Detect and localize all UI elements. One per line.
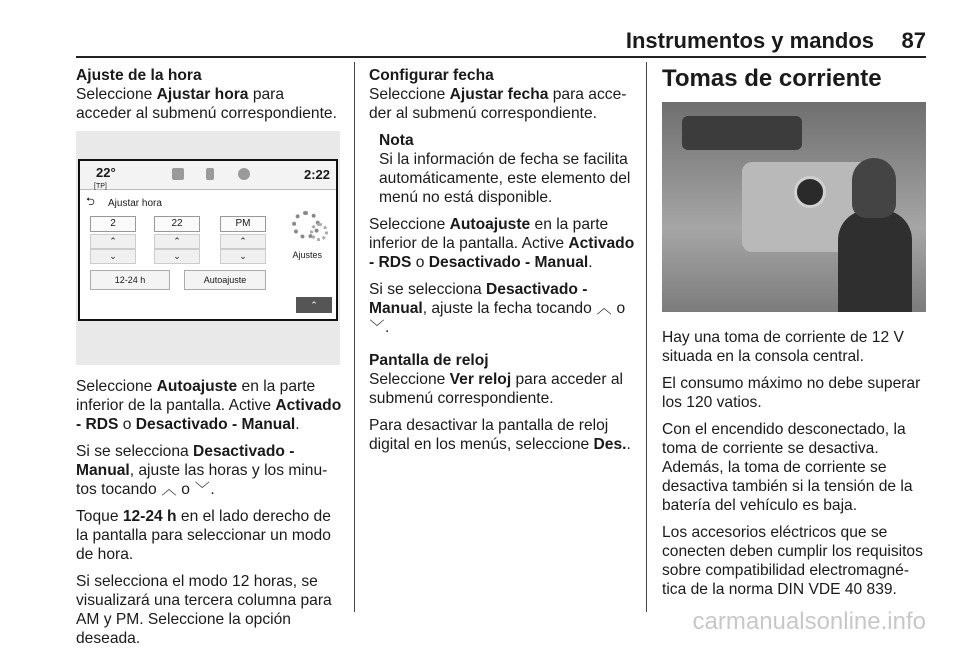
paragraph-consumo: El consumo máximo no debe superar los 120 vatios. xyxy=(662,375,921,411)
paragraph-ver-reloj: Seleccione Ver reloj para acceder al submenú correspondiente. xyxy=(369,371,623,407)
chevron-up-icon: ︿ xyxy=(161,481,177,498)
hour-field: 2 xyxy=(90,216,136,232)
control-panel-shape xyxy=(682,116,802,150)
section-heading-reloj: Pantalla de reloj xyxy=(369,352,489,369)
minute-down-icon: ⌄ xyxy=(154,249,200,264)
paragraph-accesorios: Los accesorios eléctricos que se conecten deben cumplir los requisitos sobre compatibilidad electromagné- tica de la norma DIN VDE 40 839. xyxy=(662,524,923,598)
chevron-up-icon: ︿ xyxy=(596,300,612,317)
back-arrow-icon: ⮌ xyxy=(86,196,95,208)
paragraph-encendido: Con el encendido desconectado, la toma de corriente se desactiva. Además, la toma de corriente se desactiva también si la tensión de la batería del vehículo es baja. xyxy=(662,421,913,514)
paragraph-autoajuste-hora: Seleccione Autoajuste en la parte inferior de la pantalla. Active Activado - RDS o Desactivado - Manual. xyxy=(76,378,342,433)
column-1 xyxy=(76,66,342,656)
paragraph-12h-mode: Si selecciona el modo 12 horas, se visualizará una tercera columna para AM y PM. Seleccione la opción deseada. xyxy=(76,573,332,647)
gear-knob-shape xyxy=(852,158,896,218)
column-divider-1 xyxy=(354,62,355,612)
paragraph-manual-fecha: Si se selecciona Desactivado - Manual, ajuste la fecha tocando ︿ o ﹀. xyxy=(369,281,626,336)
watermark: carmanualsonline.info xyxy=(692,608,926,635)
phone-icon xyxy=(172,168,184,180)
header-rule xyxy=(76,56,926,58)
minute-field: 22 xyxy=(154,216,200,232)
ampm-up-icon: ⌃ xyxy=(220,234,266,249)
paragraph-manual-hora: Si se selecciona Desactivado - Manual, ajuste las horas y los minu- tos tocando ︿ o ﹀. xyxy=(76,443,328,498)
btn-autoajuste: Autoajuste xyxy=(184,270,266,290)
ajustes-label: Ajustes xyxy=(292,250,322,260)
btn-12-24h: 12-24 h xyxy=(90,270,170,290)
ampm-down-icon: ⌄ xyxy=(220,249,266,264)
device-icon xyxy=(206,168,214,180)
column-divider-2 xyxy=(646,62,647,612)
power-outlet-photo xyxy=(662,102,926,312)
section-heading-tomas: Tomas de corriente xyxy=(662,65,882,92)
paragraph-intro-hora: Seleccione Ajustar hora para acceder al submenú correspondiente. xyxy=(76,86,337,122)
column-2 xyxy=(369,66,635,462)
screen-clock: 2:22 xyxy=(303,167,330,182)
screen-tp-indicator: [TP] xyxy=(94,183,107,190)
note-title: Nota xyxy=(379,132,414,149)
chevron-down-icon: ﹀ xyxy=(194,481,210,498)
screen-temperature: 22° xyxy=(96,165,116,180)
paragraph-intro-fecha: Seleccione Ajustar fecha para acce- der al submenú correspondiente. xyxy=(369,86,627,122)
note-block xyxy=(369,131,635,207)
globe-icon xyxy=(238,168,250,180)
expand-up-icon: ⌃ xyxy=(296,297,332,313)
note-text: Si la información de fecha se facilita automáticamente, este elemento del menú no está disponible. xyxy=(379,151,631,206)
screen-title: Ajustar hora xyxy=(108,198,162,209)
section-heading-fecha: Configurar fecha xyxy=(369,67,494,84)
gear-small-icon xyxy=(310,223,328,241)
running-header-title: Instrumentos y mandos xyxy=(625,28,874,53)
minute-up-icon: ⌃ xyxy=(154,234,200,249)
page-number: 87 xyxy=(901,28,926,53)
section-heading-hora: Ajuste de la hora xyxy=(76,67,202,84)
chevron-down-icon: ﹀ xyxy=(369,319,385,336)
column-3 xyxy=(662,64,928,607)
paragraph-toma-12v: Hay una toma de corriente de 12 V situada en la consola central. xyxy=(662,329,904,365)
paragraph-12-24h: Toque 12-24 h en el lado derecho de la pantalla para seleccionar un modo de hora. xyxy=(76,508,331,563)
paragraph-desactivar-reloj: Para desactivar la pantalla de reloj digital en los menús, seleccione Des.. xyxy=(369,417,631,453)
hour-up-icon: ⌃ xyxy=(90,234,136,249)
screen-title-row xyxy=(80,190,336,210)
ampm-field: PM xyxy=(220,216,266,232)
infotainment-screen xyxy=(78,159,338,321)
hour-down-icon: ⌄ xyxy=(90,249,136,264)
screen-status-bar xyxy=(80,161,336,190)
paragraph-autoajuste-fecha: Seleccione Autoajuste en la parte inferior de la pantalla. Active Activado - RDS o Desactivado - Manual. xyxy=(369,216,635,271)
power-socket-icon xyxy=(794,176,826,208)
gear-boot-shape xyxy=(838,210,912,312)
screen-illustration xyxy=(76,131,340,365)
